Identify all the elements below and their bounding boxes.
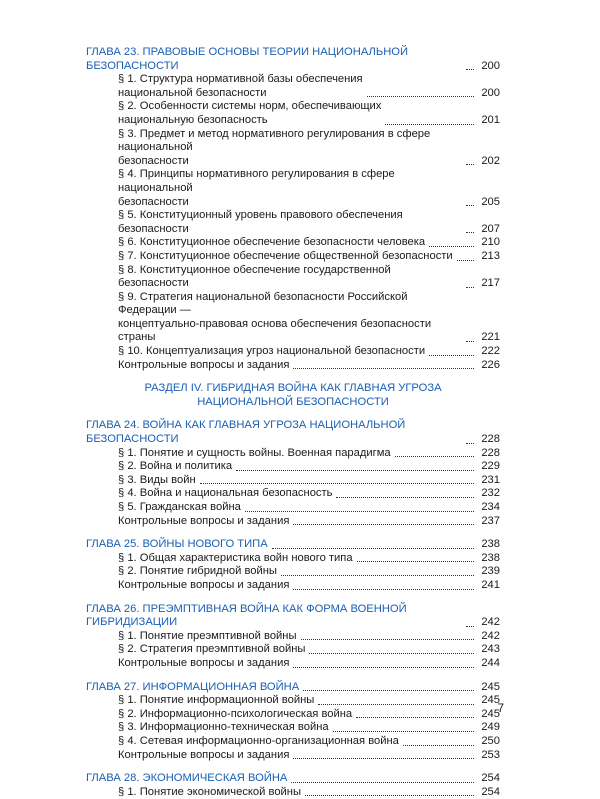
toc-entry-label: Контрольные вопросы и задания [118, 514, 290, 527]
toc-page-number: 228 [481, 433, 500, 446]
toc-page-number: 234 [481, 501, 500, 513]
toc-entry-label: § 1. Общая характеристика войн нового типа [118, 551, 353, 564]
toc-section[interactable] [86, 128, 500, 169]
toc-chapter-23[interactable] [86, 46, 500, 73]
toc-entry-label: § 1. Понятие преэмптивной войны [118, 629, 297, 642]
toc-entry-label: ГЛАВА 25. ВОЙНЫ НОВОГО ТИПА [86, 538, 268, 551]
toc-entry-label: Контрольные вопросы и задания [118, 578, 290, 591]
dot-leader [305, 795, 474, 796]
dot-leader [293, 524, 474, 525]
dot-leader [466, 205, 474, 206]
toc-section[interactable] [86, 73, 500, 100]
toc-entry-label: § 4. Принципы нормативного регулирования в сфере национальной безопасности [118, 168, 395, 208]
toc-chapter-27[interactable] [86, 681, 500, 695]
toc-section[interactable] [86, 460, 500, 474]
dot-leader [466, 626, 474, 627]
toc-entry-label: § 4. Сетевая информационно-организационная война [118, 734, 399, 747]
toc-part-heading[interactable]: РАЗДЕЛ IV. ГИБРИДНАЯ ВОЙНА КАК ГЛАВНАЯ УГРОЗА НАЦИОНАЛЬНОЙ БЕЗОПАСНОСТИ [144, 382, 442, 408]
toc-page-number: 244 [481, 656, 500, 669]
toc-entry-label: § 3. Информационно-техническая война [118, 721, 329, 734]
toc-page-number: 221 [481, 331, 500, 344]
toc-page-number: 200 [481, 86, 500, 99]
toc-page-number: 200 [481, 59, 500, 72]
toc-entry-label: § 2. Информационно-психологическая война [118, 707, 353, 720]
dot-leader [429, 246, 474, 247]
dot-leader [200, 483, 474, 484]
toc-entry-label: § 1. Структура нормативной базы обеспечения национальной безопасности [118, 73, 363, 99]
toc-section[interactable] [86, 209, 500, 236]
dot-leader [395, 456, 474, 457]
dot-leader [466, 164, 474, 165]
toc-entry-label: § 2. Понятие гибридной войны [118, 565, 277, 578]
dot-leader [336, 497, 474, 498]
toc-entry-label: § 3. Предмет и метод нормативного регулирования в сфере национальной безопасности [118, 127, 431, 167]
dot-leader [466, 69, 474, 70]
dot-leader [466, 341, 474, 342]
toc-entry-label: § 2. Стратегия преэмптивной войны [118, 643, 306, 656]
toc-entry-label: § 5. Гражданская война [118, 501, 241, 513]
toc-page-number: 245 [481, 680, 500, 693]
toc-control-questions[interactable] [86, 749, 500, 763]
toc-section[interactable] [86, 447, 500, 461]
dot-leader [403, 745, 474, 746]
toc-section[interactable] [86, 236, 500, 250]
toc-section[interactable] [86, 250, 500, 264]
dot-leader [293, 758, 474, 759]
toc-entry-label: § 1. Понятие и сущность войны. Военная парадигма [118, 446, 391, 459]
toc-chapter-25[interactable] [86, 538, 500, 552]
toc-page-number: 245 [481, 707, 500, 720]
toc-section[interactable] [86, 708, 500, 722]
toc-entry-label: § 5. Конституционный уровень правового обеспечения безопасности [118, 209, 403, 235]
dot-leader [356, 717, 474, 718]
toc-page-number: 205 [481, 195, 500, 208]
dot-leader [293, 368, 474, 369]
toc-page-number: 254 [481, 772, 500, 785]
toc-chapter-24[interactable] [86, 419, 500, 446]
toc-section[interactable] [86, 100, 500, 127]
toc-chapter-26[interactable] [86, 603, 500, 630]
toc-entry-label: § 2. Война и политика [118, 460, 233, 473]
toc-page-number: 222 [481, 345, 500, 358]
toc-control-questions[interactable] [86, 579, 500, 593]
toc-page-number: 239 [481, 565, 500, 578]
dot-leader [333, 731, 474, 732]
toc-section[interactable] [86, 501, 500, 515]
dot-leader [291, 782, 474, 783]
dot-leader [309, 653, 474, 654]
toc-entry-label: § 6. Конституционное обеспечение безопасности человека [118, 236, 426, 249]
toc-section[interactable] [86, 735, 500, 749]
toc-entry-label: ГЛАВА 23. ПРАВОВЫЕ ОСНОВЫ ТЕОРИИ НАЦИОНАЛЬНОЙ БЕЗОПАСНОСТИ [86, 46, 409, 72]
toc-page-number: 226 [481, 358, 500, 371]
dot-leader [429, 355, 474, 356]
toc-entry-label: § 2. Особенности системы норм, обеспечивающих национальную безопасность [118, 100, 382, 126]
toc-section[interactable] [86, 630, 500, 644]
toc-page-number: 243 [481, 643, 500, 656]
toc-section[interactable] [86, 345, 500, 359]
toc-section[interactable] [86, 168, 500, 209]
dot-leader [357, 561, 474, 562]
toc-entry-label: § 1. Понятие информационной войны [118, 694, 315, 707]
toc-section[interactable] [86, 487, 500, 501]
dot-leader [245, 511, 474, 512]
table-of-contents [86, 46, 500, 799]
toc-page-number: 238 [481, 551, 500, 564]
toc-entry-label: ГЛАВА 28. ЭКОНОМИЧЕСКАЯ ВОЙНА [86, 772, 288, 785]
dot-leader [272, 548, 474, 549]
dot-leader [318, 704, 474, 705]
dot-leader [281, 575, 474, 576]
toc-page-number: 245 [481, 694, 500, 707]
toc-section[interactable] [86, 264, 500, 291]
toc-chapter-28[interactable] [86, 772, 500, 786]
toc-page-number: 228 [481, 446, 500, 459]
dot-leader [466, 287, 474, 288]
toc-section[interactable] [86, 786, 500, 799]
toc-page-number: 210 [481, 236, 500, 249]
toc-entry-label: ГЛАВА 27. ИНФОРМАЦИОННАЯ ВОЙНА [86, 680, 300, 693]
dot-leader [293, 667, 474, 668]
toc-section[interactable] [86, 694, 500, 708]
toc-entry-label: § 9. Стратегия национальной безопасности Российской Федерации — концептуально-правовая основа обеспечения безопасности страны [118, 290, 432, 344]
toc-entry-label: ГЛАВА 24. ВОЙНА КАК ГЛАВНАЯ УГРОЗА НАЦИОНАЛЬНОЙ БЕЗОПАСНОСТИ [86, 419, 406, 446]
toc-entry-label: § 10. Концептуализация угроз национальной безопасности [118, 345, 426, 358]
toc-control-questions[interactable] [86, 359, 500, 373]
dot-leader [293, 589, 474, 590]
dot-leader [466, 232, 474, 233]
dot-leader [301, 639, 474, 640]
toc-page-number: 237 [481, 514, 500, 527]
toc-entry-label: § 4. Война и национальная безопасность [118, 487, 333, 500]
toc-page-number: 232 [481, 487, 500, 500]
toc-page-number: 201 [481, 113, 500, 126]
dot-leader [367, 96, 474, 97]
toc-control-questions[interactable] [86, 515, 500, 529]
toc-section[interactable] [86, 643, 500, 657]
toc-page-number: 242 [481, 616, 500, 629]
toc-page-number: 202 [481, 154, 500, 167]
toc-section[interactable] [86, 721, 500, 735]
dot-leader [457, 260, 474, 261]
dot-leader [385, 124, 474, 125]
toc-entry-label: § 8. Конституционное обеспечение государственной безопасности [118, 263, 391, 290]
toc-section[interactable] [86, 474, 500, 488]
toc-page-number: 253 [481, 748, 500, 761]
toc-page-number: 231 [481, 473, 500, 486]
toc-section[interactable] [86, 291, 500, 345]
toc-page-number: 229 [481, 460, 500, 473]
toc-entry-label: Контрольные вопросы и задания [118, 656, 290, 669]
toc-page-number: 241 [481, 578, 500, 591]
toc-page-number: 249 [481, 721, 500, 734]
toc-page-number: 207 [481, 222, 500, 235]
toc-page-number: 254 [481, 785, 500, 798]
toc-page-number: 238 [481, 538, 500, 551]
toc-entry-label: § 1. Понятие экономической войны [118, 785, 302, 798]
dot-leader [236, 470, 474, 471]
dot-leader [466, 443, 474, 444]
toc-page-number: 250 [481, 734, 500, 747]
toc-entry-label: Контрольные вопросы и задания [118, 748, 290, 761]
toc-entry-label: § 7. Конституционное обеспечение общественной безопасности [118, 249, 453, 262]
toc-control-questions[interactable] [86, 657, 500, 671]
toc-section[interactable] [86, 565, 500, 579]
page-number: 7 [497, 701, 504, 715]
dot-leader [303, 690, 474, 691]
toc-page-number: 217 [481, 277, 500, 290]
toc-entry-label: ГЛАВА 26. ПРЕЭМПТИВНАЯ ВОЙНА КАК ФОРМА ВОЕННОЙ ГИБРИДИЗАЦИИ [86, 602, 407, 629]
toc-entry-label: § 3. Виды войн [118, 473, 196, 486]
toc-section[interactable] [86, 552, 500, 566]
toc-page-number: 242 [481, 629, 500, 642]
toc-page-number: 213 [481, 249, 500, 262]
toc-entry-label: Контрольные вопросы и задания [118, 358, 290, 371]
